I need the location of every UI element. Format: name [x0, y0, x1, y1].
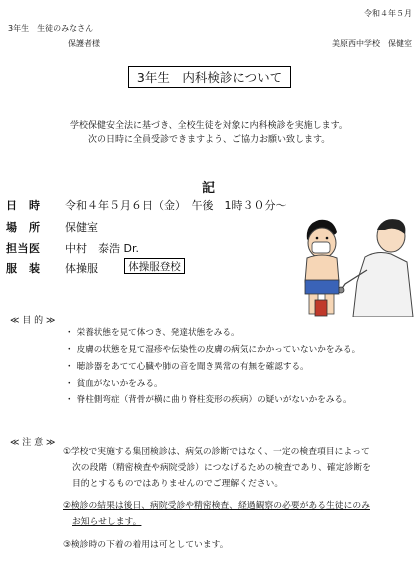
note-3: [63, 537, 229, 553]
issue-date: 令和４年５月: [364, 9, 412, 18]
purpose-item-text: 栄養状態を見て体つき、発達状態をみる。: [76, 328, 240, 338]
doctor-label: 担当医: [6, 242, 41, 255]
checkup-illustration: [295, 212, 415, 317]
bullet: ・: [65, 328, 74, 338]
note-1-line: 次の段階（精密検査や病院受診）につなげるための検査であり、確定診断を: [72, 463, 371, 473]
bullet: ・: [65, 379, 74, 389]
note-2-line: お知らせします。: [72, 517, 142, 527]
notes-heading: ≪ 注 意 ≫: [10, 438, 56, 448]
note-3-line: ③検診時の下着の着用は可としています。: [63, 540, 229, 550]
intro-line-1: 学校保健安全法に基づき、全校生徒を対象に内科検診を実施します。: [70, 121, 348, 131]
purpose-item: [65, 377, 163, 389]
note-2-line: ②検診の結果は後日、病院受診や精密検査、経過観察の必要がある生徒にのみ: [63, 501, 370, 511]
note-1-line: 目的とするものではありませんのでご理解ください。: [72, 479, 284, 489]
purpose-item-text: 皮膚の状態を見て湿疹や伝染性の皮膚の病気にかかっていないかをみる。: [76, 345, 361, 355]
purpose-item-text: 聴診器をあてて心臓や肺の音を聞き異常の有無を確認する。: [76, 362, 309, 372]
doctor-value: 中村 泰浩 Dr.: [65, 242, 139, 255]
place-value: 保健室: [65, 221, 98, 234]
bullet: ・: [65, 362, 74, 372]
purpose-item: [65, 360, 309, 372]
clothing-box: 体操服登校: [124, 258, 185, 274]
purpose-item: [65, 343, 360, 355]
sender: 美原西中学校 保健室: [332, 39, 412, 48]
ki-marker: 記: [202, 181, 216, 196]
note-2: [63, 498, 370, 530]
place-label: 場 所: [6, 221, 41, 234]
purpose-item-text: 脊柱側弯症（背骨が横に曲り脊柱変形の疾病）の疑いがないかをみる。: [76, 395, 352, 405]
recipient-guardians: 保護者様: [68, 39, 100, 48]
purpose-item-text: 貧血がないかをみる。: [76, 379, 163, 389]
intro-line-2: 次の日時に全員受診できますよう、ご協力お願い致します。: [88, 135, 331, 145]
note-1: [63, 444, 371, 492]
page-title: 3年生 内科検診について: [128, 66, 291, 88]
clothing-label: 服 装: [6, 262, 41, 275]
purpose-item: [65, 393, 352, 405]
purpose-heading: ≪ 目 的 ≫: [10, 316, 56, 326]
bullet: ・: [65, 345, 74, 355]
purpose-item: [65, 326, 240, 338]
bullet: ・: [65, 395, 74, 405]
datetime-label: 日 時: [6, 199, 41, 212]
datetime-value: 令和４年５月６日（金） 午後 1時３０分～: [65, 199, 287, 212]
recipient-students: 3年生 生徒のみなさん: [8, 24, 94, 33]
clothing-value: 体操服: [65, 262, 98, 275]
note-1-line: ①学校で実施する集団検診は、病気の診断ではなく、一定の検査項目によって: [63, 447, 370, 457]
